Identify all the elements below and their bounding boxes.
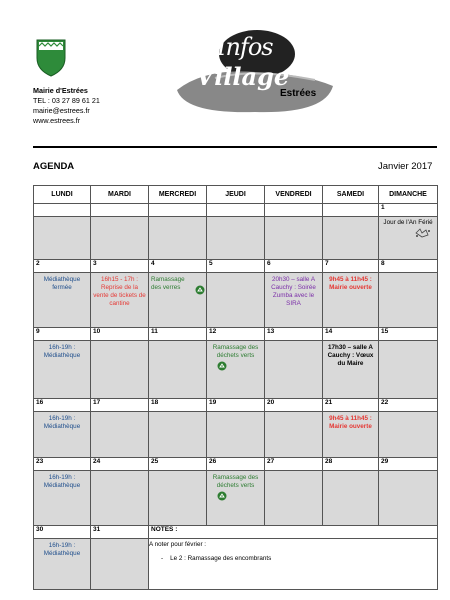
event-cell [265, 273, 323, 328]
notes-label: NOTES : [149, 526, 438, 539]
date-cell: 19 [207, 399, 265, 412]
recycle-icon [217, 491, 227, 501]
date-cell: 8 [379, 260, 438, 273]
week-3-dates [34, 328, 438, 341]
date-cell: 7 [323, 260, 379, 273]
date-cell [323, 204, 379, 217]
agenda-month: Janvier 2017 [378, 161, 433, 172]
recycle-icon [217, 361, 227, 371]
event-cell [34, 471, 91, 526]
logo-village-text: Village [196, 62, 290, 91]
event-cell [149, 217, 207, 260]
mairie-website[interactable]: www.estrees.fr [33, 116, 81, 125]
day-header-friday: VENDREDI [265, 186, 323, 204]
event-cell [149, 471, 207, 526]
week-4-events [34, 412, 438, 458]
date-cell: 24 [91, 458, 149, 471]
day-header-thursday: JEUDI [207, 186, 265, 204]
date-cell: 15 [379, 328, 438, 341]
week-1-dates [34, 204, 438, 217]
event-cell [91, 539, 149, 590]
notes-body [149, 539, 438, 590]
date-cell: 16 [34, 399, 91, 412]
event-mediatheque-closed: Médiathèque fermée [43, 276, 81, 291]
date-cell: 29 [379, 458, 438, 471]
event-cell [149, 341, 207, 399]
notes-item-text: Le 2 : Ramassage des encombrants [170, 555, 272, 562]
notes-list-item [149, 549, 437, 563]
event-mairie-open: 9h45 à 11h45 : Mairie ouverte [329, 276, 372, 291]
event-cell [379, 341, 438, 399]
event-cell [149, 273, 207, 328]
event-mediatheque: 16h-19h : Médiathèque [43, 542, 81, 557]
date-cell [149, 204, 207, 217]
event-cell [323, 341, 379, 399]
week-6-events [34, 539, 438, 590]
week-1-events [34, 217, 438, 260]
event-mayor-wishes: 17h30 – salle A Cauchy : Vœux du Maire [327, 344, 374, 367]
date-cell [265, 204, 323, 217]
date-cell [207, 204, 265, 217]
week-2-events [34, 273, 438, 328]
event-cell [265, 341, 323, 399]
week-5-events [34, 471, 438, 526]
agenda-title: AGENDA [33, 161, 75, 172]
date-cell: 27 [265, 458, 323, 471]
day-header-monday: LUNDI [34, 186, 91, 204]
day-header-sunday: DIMANCHE [379, 186, 438, 204]
event-mediatheque: 16h-19h : Médiathèque [43, 474, 81, 489]
event-cell [323, 217, 379, 260]
event-cell [323, 471, 379, 526]
event-cell [34, 539, 91, 590]
event-cell [379, 217, 438, 260]
date-cell: 31 [91, 526, 149, 539]
date-cell: 26 [207, 458, 265, 471]
mairie-contact [33, 86, 100, 126]
week-6-dates [34, 526, 438, 539]
date-cell: 20 [265, 399, 323, 412]
date-cell [91, 204, 149, 217]
event-cell [34, 412, 91, 458]
event-mediatheque: 16h-19h : Médiathèque [43, 415, 81, 430]
date-cell: 13 [265, 328, 323, 341]
date-cell: 25 [149, 458, 207, 471]
week-3-events [34, 341, 438, 399]
event-cell [91, 217, 149, 260]
date-cell: 21 [323, 399, 379, 412]
event-cell [323, 273, 379, 328]
event-cell [379, 471, 438, 526]
date-cell: 12 [207, 328, 265, 341]
festive-star-icon [412, 227, 432, 239]
event-cell [34, 273, 91, 328]
date-cell: 30 [34, 526, 91, 539]
event-cell [207, 273, 265, 328]
bullet-dash-icon: - [161, 555, 171, 562]
date-cell: 28 [323, 458, 379, 471]
notes-intro: A noter pour février : [149, 541, 207, 548]
event-canteen-tickets: 16h15 - 17h : Reprise de la vente de tickets de cantine [93, 276, 146, 307]
event-mairie-open: 9h45 à 11h45 : Mairie ouverte [329, 415, 372, 430]
calendar-table [33, 185, 438, 590]
event-cell [149, 412, 207, 458]
event-cell [323, 412, 379, 458]
event-cell [91, 471, 149, 526]
date-cell: 18 [149, 399, 207, 412]
event-cell [379, 273, 438, 328]
date-cell: 23 [34, 458, 91, 471]
event-cell [265, 217, 323, 260]
event-cell [207, 471, 265, 526]
event-cell [265, 471, 323, 526]
date-cell: 17 [91, 399, 149, 412]
date-cell: 11 [149, 328, 207, 341]
mairie-name: Mairie d'Estrées [33, 86, 88, 95]
date-cell: 3 [91, 260, 149, 273]
day-header-wednesday: MERCREDI [149, 186, 207, 204]
date-cell: 10 [91, 328, 149, 341]
event-cell [91, 273, 149, 328]
week-4-dates [34, 399, 438, 412]
mairie-tel: TEL : 03 27 89 61 21 [33, 96, 100, 105]
event-glass-collection: Ramassage des verres [151, 276, 185, 291]
date-cell: 14 [323, 328, 379, 341]
day-header-tuesday: MARDI [91, 186, 149, 204]
event-cell [379, 412, 438, 458]
village-shield-icon [35, 38, 67, 78]
calendar-header-row [34, 186, 438, 204]
logo-infos-text: Infos [217, 33, 273, 61]
week-2-dates [34, 260, 438, 273]
day-header-saturday: SAMEDI [323, 186, 379, 204]
week-5-dates [34, 458, 438, 471]
event-cell [91, 341, 149, 399]
header-divider [33, 146, 437, 148]
event-zumba-night: 20h30 – salle A Cauchy : Soirée Zumba avec le SIRA [271, 276, 316, 307]
event-cell [265, 412, 323, 458]
event-cell [207, 412, 265, 458]
date-cell: 2 [34, 260, 91, 273]
date-cell: 1 [379, 204, 438, 217]
event-mediatheque: 16h-19h : Médiathèque [43, 344, 81, 359]
logo-estrees-text: Estrées [280, 88, 317, 99]
date-cell: 5 [207, 260, 265, 273]
date-cell: 22 [379, 399, 438, 412]
event-cell [207, 341, 265, 399]
event-cell [34, 341, 91, 399]
date-cell: 9 [34, 328, 91, 341]
date-cell: 6 [265, 260, 323, 273]
event-cell [207, 217, 265, 260]
event-cell [91, 412, 149, 458]
event-green-waste: Ramassage des déchets verts [212, 344, 259, 359]
event-cell [34, 217, 91, 260]
event-new-year: Jour de l'An Férié [383, 219, 433, 226]
recycle-icon [195, 285, 205, 295]
date-cell [34, 204, 91, 217]
mairie-email[interactable]: mairie@estrees.fr [33, 106, 90, 115]
event-green-waste: Ramassage des déchets verts [212, 474, 259, 489]
date-cell: 4 [149, 260, 207, 273]
